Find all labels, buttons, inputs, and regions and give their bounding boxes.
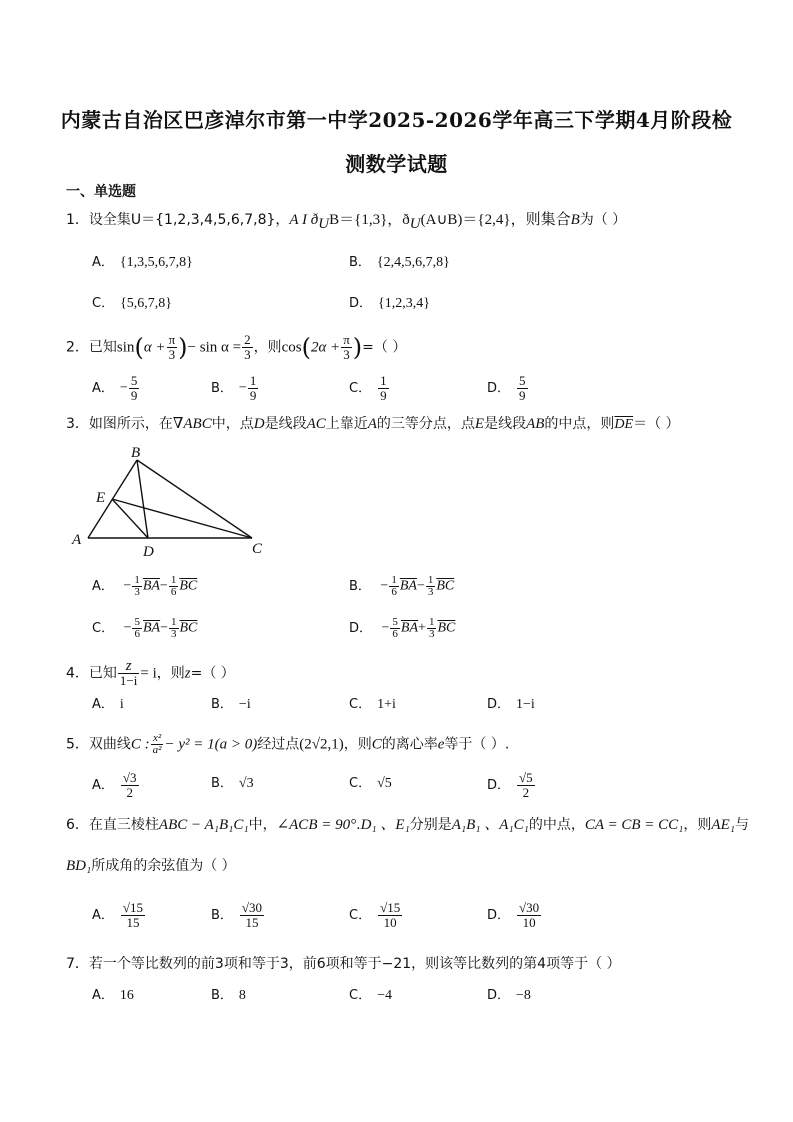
question-1-stem bbox=[66, 210, 626, 234]
frac-num: √30 bbox=[519, 900, 540, 915]
option-text: −i bbox=[238, 697, 251, 712]
q3-E: E bbox=[474, 416, 485, 432]
frac-num: 1 bbox=[249, 373, 257, 388]
q3-D: D bbox=[253, 416, 265, 432]
doc-title-line2: 测数学试题 bbox=[345, 152, 448, 176]
option-label: D． bbox=[349, 296, 373, 311]
frac-num: 5 bbox=[519, 373, 526, 388]
q6-d: 的中点， bbox=[528, 817, 585, 833]
q5-point: (2√2,1) bbox=[299, 736, 344, 753]
option-label: C． bbox=[92, 620, 115, 636]
q2-option-d[interactable] bbox=[487, 374, 529, 403]
question-4-stem bbox=[66, 659, 235, 688]
option-frac bbox=[378, 901, 402, 930]
option-text: {2,4,5,6,7,8} bbox=[376, 255, 450, 270]
frac-den: 6 bbox=[391, 586, 397, 598]
q6-ae1: AE₁ bbox=[711, 817, 735, 833]
frac-den: 10 bbox=[383, 915, 397, 930]
q2-pi: π bbox=[168, 332, 176, 347]
option-frac bbox=[517, 901, 541, 930]
q6-d1e1: D₁ 、E₁ bbox=[360, 817, 410, 833]
frac-den: 9 bbox=[380, 388, 387, 403]
option-frac bbox=[121, 771, 139, 800]
q2-three-b: 3 bbox=[244, 347, 251, 362]
q1-stem-d: (A∪B)＝{2,4}，则集合 bbox=[420, 212, 571, 228]
q2-option-a[interactable] bbox=[92, 374, 140, 403]
q3-option-a[interactable] bbox=[92, 575, 197, 598]
frac-den: 9 bbox=[130, 388, 138, 403]
option-frac bbox=[248, 374, 259, 403]
sign1: − bbox=[123, 620, 132, 636]
q5-num: x² bbox=[151, 733, 164, 745]
q2-then: ，则 bbox=[253, 339, 282, 356]
q6-dot: . bbox=[356, 817, 361, 833]
option-frac bbox=[129, 374, 140, 403]
option-label: B． bbox=[211, 776, 233, 791]
question-2-stem bbox=[66, 333, 406, 362]
sign1: − bbox=[381, 620, 390, 636]
option-text: √5 bbox=[377, 776, 392, 791]
q2-three-c: 3 bbox=[343, 347, 350, 362]
q6-option-b[interactable] bbox=[211, 901, 265, 930]
q4-then: ，则 bbox=[156, 665, 185, 682]
q1-stem-c: B＝{1,3}，ð bbox=[329, 212, 410, 228]
q6-line2: 所成角的余弦值为（ ） bbox=[91, 858, 236, 874]
frac-num: √3 bbox=[122, 770, 137, 785]
q1-stem-b: A I ð bbox=[289, 212, 319, 228]
q3-s5: 的三等分点，点 bbox=[376, 416, 475, 432]
q4-option-b[interactable] bbox=[211, 695, 251, 715]
option-label: A． bbox=[92, 255, 114, 270]
segment-bd bbox=[137, 460, 148, 538]
option-label: D． bbox=[487, 907, 511, 923]
frac-den: 9 bbox=[249, 388, 257, 403]
option-frac bbox=[378, 374, 389, 403]
q2-frac-pi3b bbox=[341, 333, 352, 362]
q3-s7: 的中点，则 bbox=[544, 416, 615, 432]
q5-C2: C bbox=[371, 736, 382, 753]
option-label: C． bbox=[349, 988, 372, 1003]
option-label: A． bbox=[92, 907, 114, 923]
q3-A: A bbox=[367, 416, 377, 432]
q6-option-d[interactable] bbox=[487, 901, 542, 930]
q7-option-b[interactable] bbox=[211, 986, 246, 1006]
frac-den: 15 bbox=[126, 915, 140, 930]
q2-option-b[interactable] bbox=[211, 374, 259, 403]
sign1: − bbox=[380, 578, 389, 594]
option-text: {1,2,3,4} bbox=[378, 296, 430, 311]
q4-z: z bbox=[184, 665, 191, 682]
frac-den: 2 bbox=[522, 785, 530, 800]
option-text: {1,3,5,6,7,8} bbox=[119, 255, 193, 270]
vector-bc: $\overline{BC}$ bbox=[179, 578, 198, 594]
vector-ba: $\overline{BA}$ bbox=[399, 578, 417, 594]
q2-alpha-plus: α + bbox=[143, 339, 166, 356]
q4-eq: = i bbox=[140, 665, 157, 682]
vector-bc: $\overline{BC}$ bbox=[179, 620, 198, 636]
q1-stem-f: 为（ ） bbox=[579, 212, 627, 228]
q3-option-d[interactable] bbox=[349, 617, 455, 640]
sign2: + bbox=[418, 620, 426, 636]
q5-C: C : bbox=[130, 736, 150, 753]
frac-num: 5 bbox=[130, 373, 138, 388]
q5-rest: − y² = 1(a > 0) bbox=[164, 736, 258, 753]
vector-bc: $\overline{BC}$ bbox=[436, 578, 455, 594]
q1-option-d[interactable] bbox=[349, 294, 430, 314]
frac-den: 3 bbox=[171, 628, 177, 640]
question-6-stem-line1 bbox=[66, 815, 749, 835]
option-frac bbox=[517, 374, 528, 403]
option-text: 8 bbox=[238, 988, 246, 1003]
q7-option-d[interactable] bbox=[487, 986, 531, 1006]
frac-den: 6 bbox=[170, 586, 177, 598]
option-label: C． bbox=[349, 776, 372, 791]
option-text: i bbox=[119, 697, 124, 712]
q1-sub-u1: U bbox=[318, 215, 330, 232]
q7-option-a[interactable] bbox=[92, 986, 134, 1006]
q5-s5: 等于（ ）. bbox=[444, 736, 510, 753]
option-text: −8 bbox=[516, 988, 531, 1003]
q2-rparen2: ) bbox=[352, 333, 363, 362]
q7-option-c[interactable] bbox=[349, 986, 392, 1006]
q5-den: a² bbox=[152, 744, 162, 756]
frac2 bbox=[169, 575, 179, 598]
q4-option-a[interactable] bbox=[92, 695, 124, 715]
frac-den: 6 bbox=[134, 628, 140, 640]
option-label: D． bbox=[487, 697, 511, 712]
frac-den: 10 bbox=[522, 915, 536, 930]
q5-s2: 经过点 bbox=[257, 736, 300, 753]
segment-ed bbox=[112, 499, 148, 538]
q4-den: 1−i bbox=[119, 673, 138, 688]
q5-option-c[interactable] bbox=[349, 774, 392, 794]
q2-num: 2．已知 bbox=[66, 339, 117, 356]
frac-den: 3 bbox=[428, 628, 435, 640]
q5-frac bbox=[151, 733, 164, 756]
question-3-stem bbox=[66, 414, 680, 435]
q3-AC: AC bbox=[306, 416, 326, 432]
q2-minus-sin: − sin α = bbox=[187, 339, 242, 356]
option-label: C． bbox=[349, 907, 372, 923]
q2-pi-b: π bbox=[343, 332, 350, 347]
q5-e: e bbox=[437, 736, 445, 753]
frac-num: 5 bbox=[134, 616, 140, 628]
q4-frac bbox=[118, 659, 139, 688]
q2-eq: =（ ） bbox=[362, 339, 407, 356]
option-text: 16 bbox=[119, 988, 134, 1003]
q6-f: 与 bbox=[734, 817, 749, 833]
option-label: C． bbox=[349, 697, 372, 712]
q5-s4: 的离心率 bbox=[381, 736, 438, 753]
frac2 bbox=[427, 617, 437, 640]
option-label: D． bbox=[487, 777, 511, 793]
q3-AB: AB bbox=[526, 416, 545, 432]
question-5-stem bbox=[66, 733, 509, 756]
vertex-label-a: A bbox=[72, 532, 82, 548]
frac-num: 1 bbox=[380, 373, 387, 388]
option-frac bbox=[121, 901, 145, 930]
q2-cos: cos bbox=[281, 339, 302, 356]
frac-num: 1 bbox=[427, 574, 434, 586]
vertex-label-c: C bbox=[252, 541, 263, 557]
q4-option-c[interactable] bbox=[349, 695, 396, 715]
q4-option-d[interactable] bbox=[487, 695, 535, 715]
frac2 bbox=[426, 575, 436, 598]
section-heading: 一、单选题 bbox=[66, 184, 136, 200]
q2-two-alpha: 2α + bbox=[310, 339, 341, 356]
sign1: − bbox=[123, 578, 132, 594]
q6-option-c[interactable] bbox=[349, 901, 403, 930]
q6-angle: ∠ACB = 90° bbox=[276, 817, 357, 833]
option-sign: − bbox=[119, 380, 128, 396]
frac1 bbox=[390, 617, 400, 640]
q6-a1b1: A₁B₁ 、A₁C₁ bbox=[451, 817, 529, 833]
option-label: B． bbox=[349, 255, 371, 270]
option-text: 1−i bbox=[516, 697, 535, 712]
q2-lparen: ( bbox=[134, 333, 144, 362]
q6-c: 分别是 bbox=[409, 817, 452, 833]
option-text: {5,6,7,8} bbox=[120, 296, 173, 311]
option-label: B． bbox=[211, 380, 233, 396]
option-label: D． bbox=[487, 988, 511, 1003]
frac-num: √15 bbox=[380, 900, 401, 915]
frac2 bbox=[169, 617, 179, 640]
q2-sin: sin bbox=[116, 339, 135, 356]
q1-option-a[interactable] bbox=[92, 253, 193, 273]
option-label: D． bbox=[349, 620, 373, 636]
frac-num: √5 bbox=[519, 770, 533, 785]
q2-three: 3 bbox=[168, 347, 176, 362]
q6-b: 中， bbox=[248, 817, 277, 833]
q2-frac-pi3 bbox=[167, 333, 178, 362]
option-text: −4 bbox=[377, 988, 392, 1003]
q3-s4: 上靠近 bbox=[325, 416, 368, 432]
sign2: − bbox=[159, 578, 168, 594]
q5-option-a[interactable] bbox=[92, 771, 140, 800]
q3-s8: ＝（ ） bbox=[633, 416, 680, 432]
vector-ba: $\overline{BA}$ bbox=[142, 578, 160, 594]
q3-s2: 中，点 bbox=[211, 416, 254, 432]
q6-eqs: CA = CB = CC₁ bbox=[584, 817, 684, 833]
q5-stem: 5．双曲线 bbox=[66, 736, 131, 753]
q1-stem-e: B bbox=[570, 212, 580, 228]
sign2: − bbox=[160, 620, 168, 636]
q3-s6: 是线段 bbox=[484, 416, 527, 432]
question-6-stem-line2 bbox=[66, 856, 236, 876]
triangle-figure bbox=[70, 442, 270, 562]
sign2: − bbox=[416, 578, 425, 594]
segment-bc bbox=[137, 460, 252, 538]
option-label: B． bbox=[211, 697, 233, 712]
frac-num: 1 bbox=[171, 616, 177, 628]
frac-den: 6 bbox=[392, 628, 398, 640]
q3-option-c[interactable] bbox=[92, 617, 197, 640]
frac1 bbox=[132, 617, 142, 640]
q1-option-c[interactable] bbox=[92, 294, 172, 314]
q6-e: ，则 bbox=[683, 817, 712, 833]
segment-ec bbox=[112, 499, 252, 538]
frac1 bbox=[389, 575, 399, 598]
frac-den: 2 bbox=[126, 785, 133, 800]
q4-stem: 4．已知 bbox=[66, 665, 117, 682]
option-label: B． bbox=[349, 578, 371, 594]
option-label: B． bbox=[211, 907, 233, 923]
q6-option-a[interactable] bbox=[92, 901, 146, 930]
frac-num: 1 bbox=[428, 616, 435, 628]
option-label: A． bbox=[92, 777, 114, 793]
option-frac bbox=[240, 901, 264, 930]
frac-den: 3 bbox=[134, 586, 140, 598]
frac-den: 9 bbox=[519, 388, 526, 403]
vector-bc: $\overline{BC}$ bbox=[437, 620, 456, 636]
q2-option-c[interactable] bbox=[349, 374, 390, 403]
q1-stem-a: 1．设全集U＝{1,2,3,4,5,6,7,8}， bbox=[66, 212, 290, 228]
vector-ba: $\overline{BA}$ bbox=[142, 620, 161, 636]
option-label: A． bbox=[92, 380, 114, 396]
frac-den: 3 bbox=[427, 586, 434, 598]
frac1 bbox=[132, 575, 142, 598]
point-label-e: E bbox=[96, 490, 106, 506]
q2-frac-23 bbox=[242, 333, 253, 362]
q1-sub-u2: U bbox=[409, 215, 421, 232]
vector-ba: $\overline{BA}$ bbox=[400, 620, 419, 636]
option-label: B． bbox=[211, 988, 233, 1003]
q3-DE-vector: $\overline{DE}$ bbox=[614, 417, 634, 432]
option-label: C． bbox=[92, 296, 115, 311]
q4-tail: =（ ） bbox=[190, 665, 235, 682]
option-label: C． bbox=[349, 380, 372, 396]
frac-num: √30 bbox=[241, 900, 263, 915]
q2-two: 2 bbox=[244, 332, 251, 347]
frac-num: 5 bbox=[392, 616, 398, 628]
q2-lparen2: ( bbox=[301, 333, 311, 362]
vertex-label-b: B bbox=[131, 445, 141, 461]
q5-option-d[interactable] bbox=[487, 771, 536, 800]
q5-s3: ，则 bbox=[343, 736, 372, 753]
q3-option-b[interactable] bbox=[349, 575, 454, 598]
q2-rparen: ) bbox=[178, 333, 188, 362]
q6-a: 6．在直三棱柱 bbox=[66, 817, 159, 833]
point-label-d: D bbox=[143, 544, 154, 560]
frac-num: 1 bbox=[391, 574, 397, 586]
option-text: √3 bbox=[238, 776, 254, 791]
q3-s3: 是线段 bbox=[264, 416, 307, 432]
question-7-stem: 7．若一个等比数列的前3项和等于3，前6项和等于−21，则该等比数列的第4项等于（ ） bbox=[66, 956, 621, 972]
option-label: A． bbox=[92, 697, 114, 712]
q6-prism: ABC − A₁B₁C₁ bbox=[158, 817, 249, 833]
option-label: A． bbox=[92, 988, 114, 1003]
option-frac bbox=[517, 771, 535, 800]
doc-title-line1: 内蒙古自治区巴彦淖尔市第一中学2025-2026学年高三下学期4月阶段检 bbox=[60, 108, 733, 132]
q3-tri: ∇ABC bbox=[172, 416, 212, 432]
q5-option-b[interactable] bbox=[211, 774, 254, 794]
option-label: A． bbox=[92, 578, 114, 594]
frac-num: 1 bbox=[134, 574, 140, 586]
option-text: 1+i bbox=[377, 697, 396, 712]
q3-stem: 3．如图所示，在 bbox=[66, 416, 173, 432]
q1-option-b[interactable] bbox=[349, 253, 450, 273]
q6-bd1: BD₁ bbox=[66, 858, 92, 874]
frac-num: √15 bbox=[122, 900, 144, 915]
q4-num: z bbox=[118, 659, 139, 674]
option-sign: − bbox=[238, 380, 247, 396]
option-label: D． bbox=[487, 380, 511, 396]
frac-num: 1 bbox=[170, 574, 177, 586]
frac-den: 15 bbox=[245, 915, 259, 930]
